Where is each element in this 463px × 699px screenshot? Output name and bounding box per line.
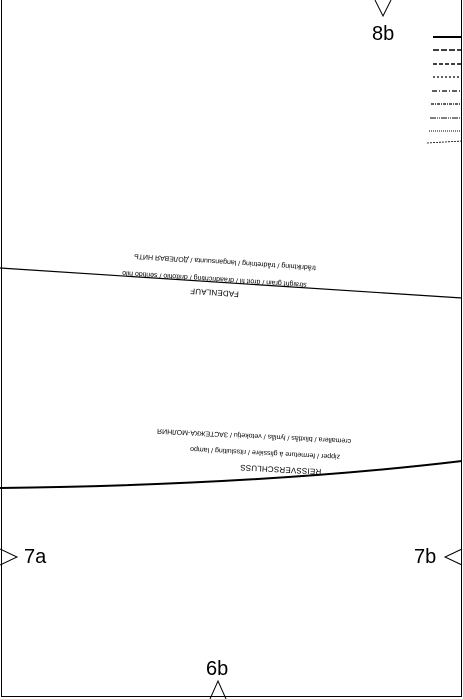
grainline-title: FADENLAUF: [189, 286, 240, 299]
zipper-line2: cremallera / blixtlås / lynlås / vetoketju / ЗАСТЕЖКА-МОЛНИЯ: [156, 426, 352, 445]
notch-left-7a: [0, 549, 17, 565]
marker-label-6b: 6b: [206, 658, 229, 680]
marker-label-8b: 8b: [372, 23, 395, 45]
zipper-line: [0, 461, 462, 488]
notch-top-8b: [375, 0, 391, 16]
zipper-title: REISSVERSCHLUSS: [239, 462, 322, 477]
marker-label-7b: 7b: [414, 546, 437, 568]
zipper-line1: zipper / fermeture à glissière / ritssluiting / lampo: [189, 445, 341, 460]
notch-bottom-6b: [210, 681, 226, 699]
size-lines: [427, 37, 462, 143]
grainline-line1: straight grain / droit fil / draadrichting / drittofilo / sentido hilo: [121, 269, 307, 288]
notch-right-7b: [445, 549, 462, 565]
marker-label-7a: 7a: [24, 546, 47, 568]
grainline-line2: trådriktning / trådretning / langansuunta / ДОЛЕВАЯ НИТЬ: [133, 252, 317, 271]
